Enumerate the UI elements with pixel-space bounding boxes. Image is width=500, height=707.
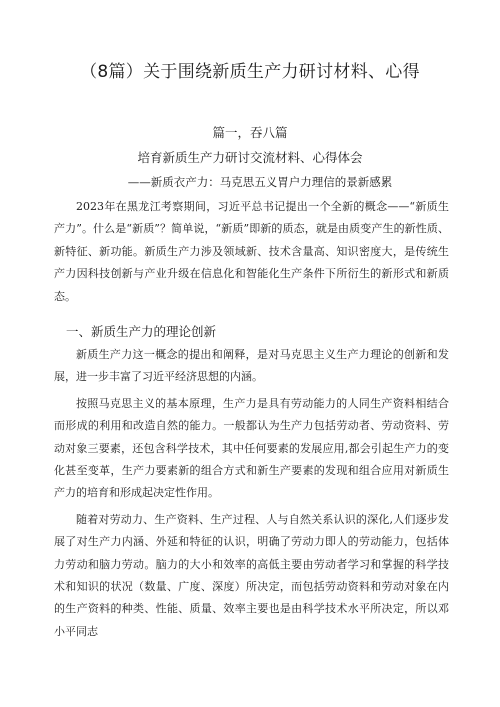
paragraph: 按照马克思主义的基本原理，生产力是具有劳动能力的人同生产资料相结合而形成的利用和改造自然的能力。一般都认为生产力包括劳动者、劳动资料、劳动对象三要素，还包含科学技术，其中任何要素的发展应用,都会引起生产力的变化甚至变革，生产力要素新的组合方式和新生产要素的发现和组合应用对新质生产力的培育和形成起决定性作用。 [54, 396, 449, 500]
intro-block [54, 196, 449, 308]
section-body [54, 344, 449, 643]
paragraph: 新质生产力这一概念的提出和阐释，是对马克思主义生产力理论的创新和发展，进一步丰富了习近平经济思想的内涵。 [54, 348, 449, 384]
intro-paragraph: 2023年在黑龙江考察期间，习近平总书记提出一个全新的概念——“新质生产力”。什么是“新质”？简单说，“新质”即新的质态，就是由质变产生的新性质、新特征、新功能。新质生产力涉及领域新、技术含量高、知识密度大，是传统生产力因科技创新与产业升级在信息化和智能化生产条件下所衍生的新形式和新质态。 [54, 200, 449, 303]
document-title: （8篇）关于围绕新质生产力研讨材料、心得 [80, 62, 420, 82]
article-subtitle: ——新质衣产力：马克思五义胃户力理信的景新感累 [127, 175, 393, 189]
article-heading: 篇一，吞八篇 [212, 125, 288, 140]
paragraph: 随着对劳动力、生产资料、生产过程、人与自然关系认识的深化,人们逐步发展了对生产力内涵、外延和特征的认识，明确了劳动力即人的劳动能力，包括体力劳动和脑力劳动。脑力的大小和效率的高低主要由劳动者学习和掌握的科学技术和知识的状况（数量、广度、深度）所决定，而包括劳动资料和劳动对象在内的生产资料的种类、性能、质量、效率主要也是由科学技术水平所决定，所以邓小平同志 [54, 512, 449, 638]
article-title: 培育新质生产力研讨交流材料、心得体会 [137, 150, 363, 165]
section-heading: 一、新质生产力的理论创新 [66, 324, 217, 339]
